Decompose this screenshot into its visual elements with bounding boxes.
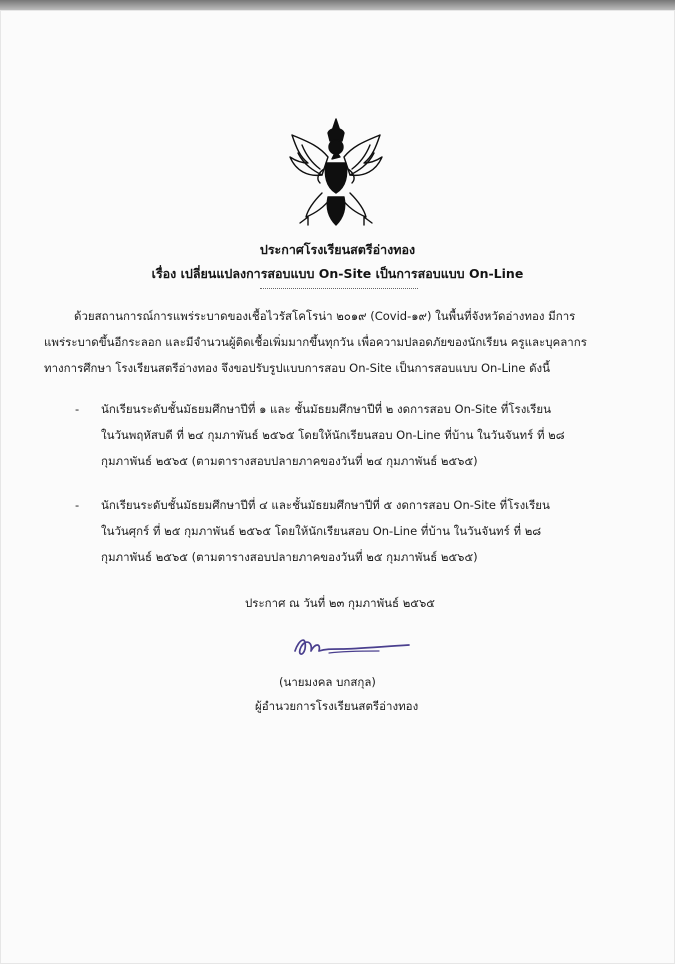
- bullet-line: ในวันพฤหัสบดี ที่ ๒๔ กุมภาพันธ์ ๒๕๖๕ โดยให้นักเรียนสอบ On-Line ที่บ้าน ในวันจันทร์ ที่ ๒๘: [101, 428, 565, 442]
- separator-dots: [260, 288, 418, 289]
- announcement-title: ประกาศโรงเรียนสตรีอ่างทอง: [259, 242, 416, 257]
- paragraph-line: ด้วยสถานการณ์การแพร่ระบาดของเชื้อไวรัสโคโรน่า ๒๐๑๙ (Covid-๑๙) ในพื้นที่จังหวัดอ่างทอง มีการ: [74, 309, 576, 323]
- bullet-text: [101, 396, 645, 474]
- bullet-line: กุมภาพันธ์ ๒๕๖๕ (ตามตารางสอบปลายภาคของวันที่ ๒๔ กุมภาพันธ์ ๒๕๖๕): [101, 454, 478, 468]
- signature-mark: [285, 631, 415, 661]
- garuda-emblem-icon: [278, 113, 394, 231]
- announcement-subject: เรื่อง เปลี่ยนแปลงการสอบแบบ On-Site เป็นการสอบแบบ On-Line: [151, 266, 524, 281]
- signer-name: (นายมงคล บกสกุล): [279, 675, 376, 689]
- intro-paragraph: [44, 303, 634, 381]
- bullet-item: [75, 396, 645, 474]
- bullet-marker: -: [75, 402, 80, 416]
- bullet-line: นักเรียนระดับชั้นมัธยมศึกษาปีที่ ๑ และ ชั้นมัธยมศึกษาปีที่ ๒ งดการสอบ On-Site ที่โรงเรียน: [101, 402, 552, 416]
- scan-border: [0, 0, 675, 10]
- bullet-line: ในวันศุกร์ ที่ ๒๕ กุมภาพันธ์ ๒๕๖๕ โดยให้นักเรียนสอบ On-Line ที่บ้าน ในวันจันทร์ ที่ ๒๘: [101, 524, 542, 538]
- paragraph-line: แพร่ระบาดขึ้นอีกระลอก และมีจำนวนผู้ติดเชื้อเพิ่มมากขึ้นทุกวัน เพื่อความปลอดภัยของนักเรียน ครูและบุคลากร: [44, 335, 587, 349]
- bullet-text: [101, 492, 645, 570]
- signer-position: ผู้อำนวยการโรงเรียนสตรีอ่างทอง: [255, 699, 419, 713]
- announcement-date: ประกาศ ณ วันที่ ๒๓ กุมภาพันธ์ ๒๕๖๕: [245, 596, 435, 610]
- bullet-line: นักเรียนระดับชั้นมัธยมศึกษาปีที่ ๔ และชั้นมัธยมศึกษาปีที่ ๕ งดการสอบ On-Site ที่โรงเรียน: [101, 498, 550, 512]
- paragraph-line: ทางการศึกษา โรงเรียนสตรีอ่างทอง จึงขอปรับรูปแบบการสอบ On-Site เป็นการสอบแบบ On-Line ดังนี้: [44, 361, 551, 375]
- bullet-marker: -: [75, 498, 80, 512]
- bullet-item: [75, 492, 645, 570]
- document-page: [0, 10, 675, 964]
- bullet-line: กุมภาพันธ์ ๒๕๖๕ (ตามตารางสอบปลายภาคของวันที่ ๒๕ กุมภาพันธ์ ๒๕๖๕): [101, 550, 478, 564]
